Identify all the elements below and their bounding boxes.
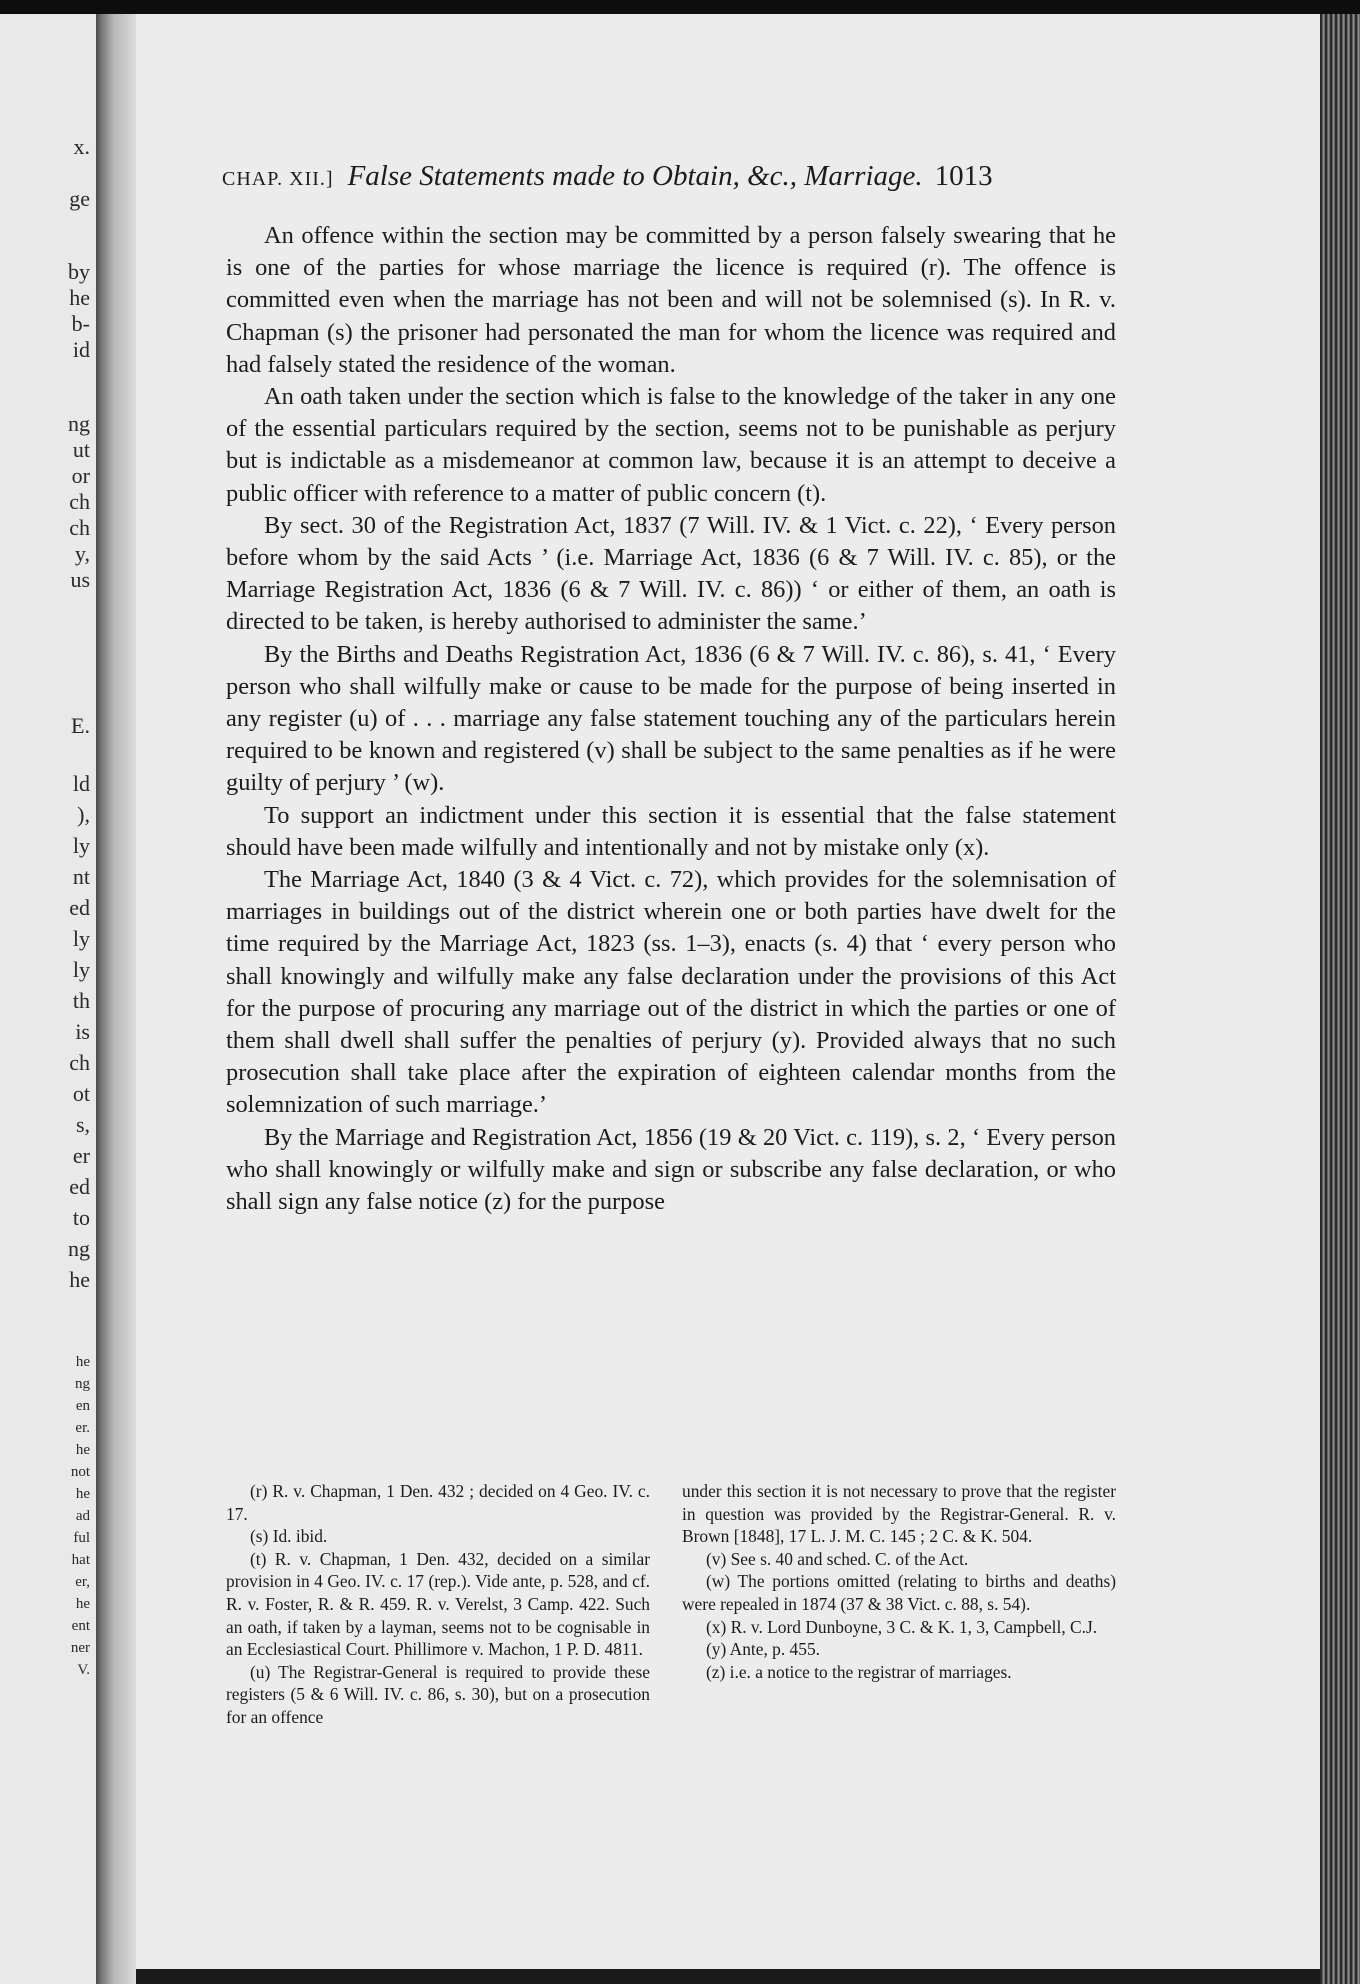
prev-page-fragment: ly — [72, 833, 90, 858]
scan-top-edge — [0, 0, 1360, 14]
body-text — [226, 220, 1116, 1218]
footnotes-right-column — [682, 1480, 1116, 1683]
prev-page-fragment: ut — [72, 437, 90, 462]
prev-page-fragment: or — [71, 463, 90, 488]
prev-page-fragment: E. — [71, 713, 90, 738]
prev-page-fragment: ng — [68, 411, 90, 436]
prev-page-fragment: not — [70, 1464, 90, 1480]
prev-page-fragment: ly — [72, 926, 90, 951]
paragraph: By the Births and Deaths Registration Act, 1836 (6 & 7 Will. IV. c. 86), s. 41, ‘ Every person who shall wilfully make or cause to be made for the purpose of being inserted in any register (u) of . . . marriage any false statement touching any of the particulars herein required to be known and registered (v) shall be subject to the same penalties as if he were guilty of perjury ’ (w). — [226, 640, 1116, 797]
footnote: (v) See s. 40 and sched. C. of the Act. — [706, 1548, 969, 1569]
prev-page-fragment: he — [75, 1596, 90, 1612]
prev-page-fragment: ful — [73, 1530, 90, 1546]
prev-page-fragment: b- — [71, 311, 90, 336]
prev-page-fragment: he — [69, 285, 90, 310]
prev-page-fragment: to — [72, 1205, 90, 1230]
prev-page-fragment: us — [70, 567, 90, 592]
page-title: False Statements made to Obtain, &c., Marriage. — [347, 160, 923, 192]
prev-page-fragment: ng — [75, 1376, 90, 1392]
prev-page-fragment: he — [69, 1267, 90, 1292]
prev-page-fragment: ot — [72, 1081, 90, 1106]
prev-page-fragment: he — [75, 1354, 90, 1370]
prev-page-fragment: er — [72, 1143, 90, 1168]
footnote: (u) The Registrar-General is required to provide these registers (5 & 6 Will. IV. c. 86, s. 30), but on a prosecution for an offence — [226, 1661, 650, 1727]
paragraph: To support an indictment under this section it is essential that the false statement should have been made wilfully and intentionally and not by mistake only (x). — [226, 801, 1116, 861]
footnote: (s) Id. ibid. — [250, 1526, 328, 1547]
prev-page-fragment: er. — [75, 1420, 90, 1436]
paragraph: An offence within the section may be committed by a person falsely swearing that he is one of the parties for whose marriage the licence is required (r). The offence is committed even when the marriage has not been and will not be solemnised (s). In R. v. Chapman (s) the prisoner had personated the man for whom the licence was required and had falsely stated the residence of the woman. — [226, 222, 1116, 378]
footnote: (t) R. v. Chapman, 1 Den. 432, decided on a similar provision in 4 Geo. IV. c. 17 (rep.). Vide ante, p. 528, and cf. R. v. Foster, R. & R. 459. R. v. Verelst, 3 Camp. 422. Such an oath, if taken by a layman, seems not to be cognisable in an Ecclesiastical Court. Phillimore v. Machon, 1 P. D. 4811. — [226, 1548, 650, 1660]
page-number: 1013 — [934, 160, 993, 192]
prev-page-fragment: is — [75, 1019, 90, 1044]
footnote: (r) R. v. Chapman, 1 Den. 432 ; decided on 4 Geo. IV. c. 17. — [226, 1481, 650, 1524]
footnote-continuation: under this section it is not necessary to prove that the register in question was provided by the Registrar-General. R. v. Brown [1848], 17 L. J. M. C. 145 ; 2 C. & K. 504. — [682, 1481, 1116, 1547]
prev-page-fragment: ed — [69, 1174, 90, 1199]
prev-page-fragment: ly — [72, 957, 90, 982]
prev-page-fragment: ch — [69, 1050, 90, 1075]
prev-page-fragment: ch — [69, 515, 90, 540]
prev-page-fragment: er, — [75, 1574, 90, 1590]
running-header — [222, 160, 1122, 200]
footnote: (x) R. v. Lord Dunboyne, 3 C. & K. 1, 3, Campbell, C.J. — [706, 1616, 1098, 1637]
prev-page-fragment: y, — [74, 541, 90, 566]
prev-page-fragment: by — [68, 259, 90, 284]
prev-page-fragment: ent — [71, 1618, 90, 1634]
prev-page-fragment: ch — [69, 489, 90, 514]
page-stack-edge — [1320, 14, 1360, 1984]
prev-page-fragment: ad — [75, 1508, 90, 1524]
prev-page-fragment: ), — [77, 802, 90, 827]
prev-page-fragment: id — [72, 337, 90, 362]
prev-page-fragment: he — [75, 1442, 90, 1458]
prev-page-fragment: en — [75, 1398, 90, 1414]
paragraph: By sect. 30 of the Registration Act, 1837 (7 Will. IV. & 1 Vict. c. 22), ‘ Every person before whom by the said Acts ’ (i.e. Marriage Act, 1836 (6 & 7 Will. IV. c. 85), or the Marriage Registration Act, 1836 (6 & 7 Will. IV. c. 86)) ‘ or either of them, an oath is directed to be taken, is hereby authorised to administer the same.’ — [226, 511, 1116, 636]
prev-page-fragment: nt — [72, 864, 90, 889]
prev-page-fragment: he — [75, 1486, 90, 1502]
prev-page-fragment: V. — [77, 1662, 90, 1678]
footnote: (y) Ante, p. 455. — [706, 1639, 820, 1660]
prev-page-fragment: ng — [68, 1236, 90, 1261]
prev-page-fragment: ner — [70, 1640, 90, 1656]
prev-page-fragment: ed — [69, 895, 90, 920]
book-page — [136, 14, 1320, 1969]
prev-page-fragment: x. — [73, 134, 90, 159]
footnote: (z) i.e. a notice to the registrar of marriages. — [706, 1661, 1012, 1682]
prev-page-fragment: hat — [71, 1552, 90, 1568]
footnote: (w) The portions omitted (relating to births and deaths) were repealed in 1874 (37 & 38 Vict. c. 88, s. 54). — [682, 1571, 1116, 1614]
paragraph: The Marriage Act, 1840 (3 & 4 Vict. c. 72), which provides for the solemnisation of marriages in buildings out of the district wherein one or both parties have dwelt for the time required by the Marriage Act, 1823 (ss. 1–3), enacts (s. 4) that ‘ every person who shall knowingly and wilfully make any false declaration under the provisions of this Act for the purpose of procuring any marriage out of the district in which the parties or one of them shall dwell shall suffer the penalties of perjury (y). Provided always that no such prosecution shall take place after the expiration of eighteen calendar months from the solemnization of such marriage.’ — [226, 866, 1116, 1119]
paragraph: By the Marriage and Registration Act, 1856 (19 & 20 Vict. c. 119), s. 2, ‘ Every person who shall knowingly or wilfully make and sign or subscribe any false declaration, or who shall sign any false notice (z) for the purpose — [226, 1123, 1116, 1216]
previous-page-edge — [0, 14, 96, 1984]
prev-page-fragment: ge — [69, 186, 90, 211]
prev-page-fragment: th — [72, 988, 90, 1013]
footnotes-left-column — [226, 1480, 650, 1729]
chapter-label: CHAP. XII.] — [222, 168, 334, 190]
scan-bottom-edge — [136, 1969, 1320, 1984]
prev-page-fragment: ld — [72, 771, 90, 796]
book-gutter — [96, 14, 136, 1984]
paragraph: An oath taken under the section which is false to the knowledge of the taker in any one of the essential particulars required by the section, seems not to be punishable as perjury but is indictable as a misdemeanor at common law, because it is an attempt to deceive a public officer with reference to a matter of public concern (t). — [226, 383, 1116, 507]
prev-page-fragment: s, — [75, 1112, 90, 1137]
